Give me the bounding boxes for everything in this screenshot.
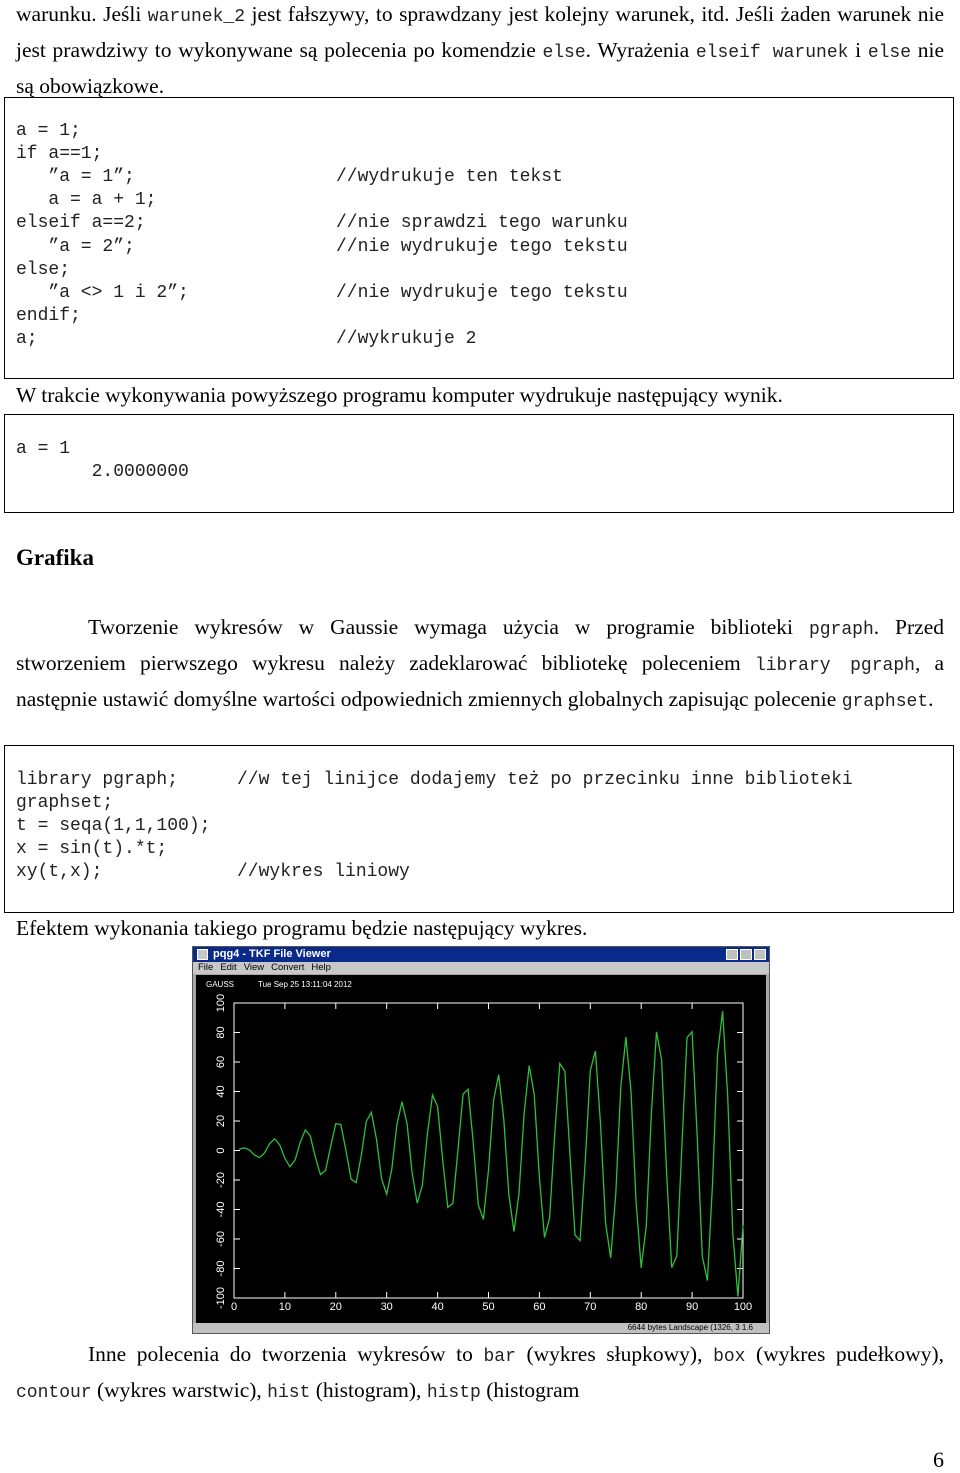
grafika-paragraph	[16, 611, 944, 719]
inline-code: else	[542, 43, 586, 63]
window-title: pqg4 - TKF File Viewer	[213, 948, 331, 960]
status-text: 6644 bytes Landscape (1326, 3 1.6	[627, 1323, 753, 1332]
menu-item-file[interactable]: File	[198, 962, 214, 973]
intro-paragraph	[16, 0, 944, 103]
code-statement: ”a <> 1 i 2”;	[16, 282, 189, 303]
y-tick-label: -100	[215, 1286, 227, 1310]
y-tick-label: 40	[215, 1085, 227, 1098]
menu-item-convert[interactable]: Convert	[271, 962, 305, 973]
output-line-1: a = 1	[16, 439, 71, 459]
effect-text: Efektem wykonania takiego programu będzie następujący wykres.	[16, 916, 588, 940]
paragraph-text: Inne polecenia do tworzenia wykresów to	[88, 1342, 484, 1366]
paragraph-text: Tworzenie wykresów w Gaussie wymaga użycia w programie biblioteki	[88, 615, 809, 639]
code-statement: ”a = 2”;	[16, 236, 135, 257]
inline-code: hist	[267, 1383, 311, 1403]
close-icon	[754, 949, 766, 960]
inline-code: contour	[16, 1383, 92, 1403]
window-titlebar	[193, 947, 769, 962]
x-tick-label: 10	[278, 1301, 292, 1313]
code-statement: t = seqa(1,1,100);	[16, 816, 211, 837]
intro-text: warunku. Jeśli	[16, 2, 148, 26]
code-statement: if a==1;	[16, 144, 103, 165]
paragraph-text: (histogram),	[310, 1378, 427, 1402]
y-tick-label: -20	[215, 1172, 227, 1188]
inline-code: bar	[483, 1347, 516, 1367]
inline-code: box	[713, 1347, 746, 1367]
menu-item-help[interactable]: Help	[311, 962, 331, 973]
code-statement: xy(t,x);	[16, 862, 103, 883]
chart-header-date: Tue Sep 25 13:11:04 2012	[258, 980, 352, 989]
x-tick-label: 80	[635, 1301, 648, 1313]
paragraph-text: (wykres pudełkowy),	[745, 1342, 944, 1366]
code-comment: //wykrukuje 2	[336, 328, 477, 349]
inline-code: histp	[426, 1383, 481, 1403]
inline-code: elseif warunek	[695, 43, 849, 63]
intro-text: warunek nie jest prawdziwy to wykonywane są polecenia po komendzie	[16, 2, 945, 62]
result-intro: W trakcie wykonywania powyższego programu komputer wydrukuje następujący wynik.	[16, 383, 783, 407]
y-tick-label: -40	[215, 1201, 227, 1218]
y-tick-label: -60	[215, 1231, 227, 1247]
intro-text: . Wyrażenia	[585, 38, 690, 62]
app-icon	[197, 949, 208, 960]
other-commands-paragraph	[16, 1338, 944, 1410]
code-comment: //w tej linijce dodajemy też po przecinku inne biblioteki	[237, 770, 853, 790]
code-statement: elseif a==2;	[16, 213, 146, 234]
paragraph-text: (wykres słupkowy),	[515, 1342, 714, 1366]
inline-code: else	[867, 43, 912, 63]
code-comment: //nie sprawdzi tego warunku	[336, 213, 628, 234]
window-menubar	[193, 962, 769, 974]
paragraph-text: , a następnie ustawić domyślne wartości odpowiednich zmiennych globalnych zapisując polecenie	[16, 651, 944, 711]
code-comment: //nie wydrukuje tego tekstu	[336, 282, 628, 303]
inline-code: pgraph	[808, 620, 874, 640]
section-heading: Grafika	[16, 545, 94, 570]
x-tick-label: 20	[329, 1301, 342, 1313]
intro-text: jest fałszywy, to sprawdzany jest kolejny warunek, itd. Jeśli żaden	[245, 2, 831, 26]
output-line-2: 2.0000000	[16, 462, 189, 482]
x-tick-label: 40	[431, 1301, 444, 1313]
paragraph-text: (histogram	[480, 1378, 580, 1402]
y-tick-label: 60	[215, 1055, 227, 1069]
code-comment: //nie wydrukuje tego tekstu	[336, 236, 628, 257]
code-statement: else;	[16, 259, 71, 280]
y-tick-label: 20	[215, 1114, 227, 1128]
x-tick-label: 100	[733, 1301, 753, 1313]
code-statement: library pgraph;	[16, 770, 179, 790]
paragraph-text: (wykres warstwic),	[91, 1378, 268, 1402]
line-chart	[196, 975, 766, 1323]
code-statement: graphset;	[16, 793, 114, 814]
page-number: 6	[933, 1447, 944, 1472]
tkf-file-viewer-window	[192, 946, 770, 1334]
inline-code: graphset	[841, 692, 929, 712]
y-tick-label: -80	[215, 1260, 227, 1277]
y-tick-label: 100	[215, 993, 227, 1013]
x-tick-label: 50	[482, 1301, 495, 1313]
menu-item-view[interactable]: View	[243, 962, 265, 973]
code-statement: endif;	[16, 305, 81, 326]
intro-text: nie są obowiązkowe.	[16, 38, 944, 98]
code-comment: //wykres liniowy	[237, 862, 410, 883]
series-line	[239, 1011, 743, 1296]
code-comment: //wydrukuje ten tekst	[336, 167, 563, 188]
window-controls	[726, 949, 766, 960]
inline-code: library pgraph	[754, 656, 915, 676]
inline-code: warunek_2	[147, 7, 245, 27]
x-tick-label: 90	[685, 1301, 699, 1313]
minimize-icon	[726, 949, 738, 960]
maximize-icon	[740, 949, 752, 960]
y-tick-label: 80	[215, 1026, 227, 1039]
window-statusbar	[193, 1323, 769, 1333]
plot-area	[196, 975, 766, 1323]
code-statement: ”a = 1”;	[16, 167, 135, 188]
code-statement: a;	[16, 328, 38, 349]
x-tick-label: 0	[230, 1301, 238, 1313]
intro-text: i	[848, 38, 868, 62]
code-statement: a = a + 1;	[16, 190, 157, 211]
x-tick-label: 60	[533, 1301, 546, 1313]
chart-header-label: GAUSS	[206, 980, 235, 989]
y-tick-label: 0	[215, 1147, 227, 1154]
plot-frame	[234, 1003, 743, 1298]
paragraph-text: . Przed stworzeniem pierwszego wykresu należy zadeklarować bibliotekę poleceniem	[16, 615, 945, 675]
menu-item-edit[interactable]: Edit	[220, 962, 237, 973]
code-statement: x = sin(t).*t;	[16, 839, 168, 860]
paragraph-text: .	[928, 687, 934, 711]
code-statement: a = 1;	[16, 121, 81, 141]
x-tick-label: 70	[584, 1301, 597, 1313]
x-tick-label: 30	[380, 1301, 393, 1313]
